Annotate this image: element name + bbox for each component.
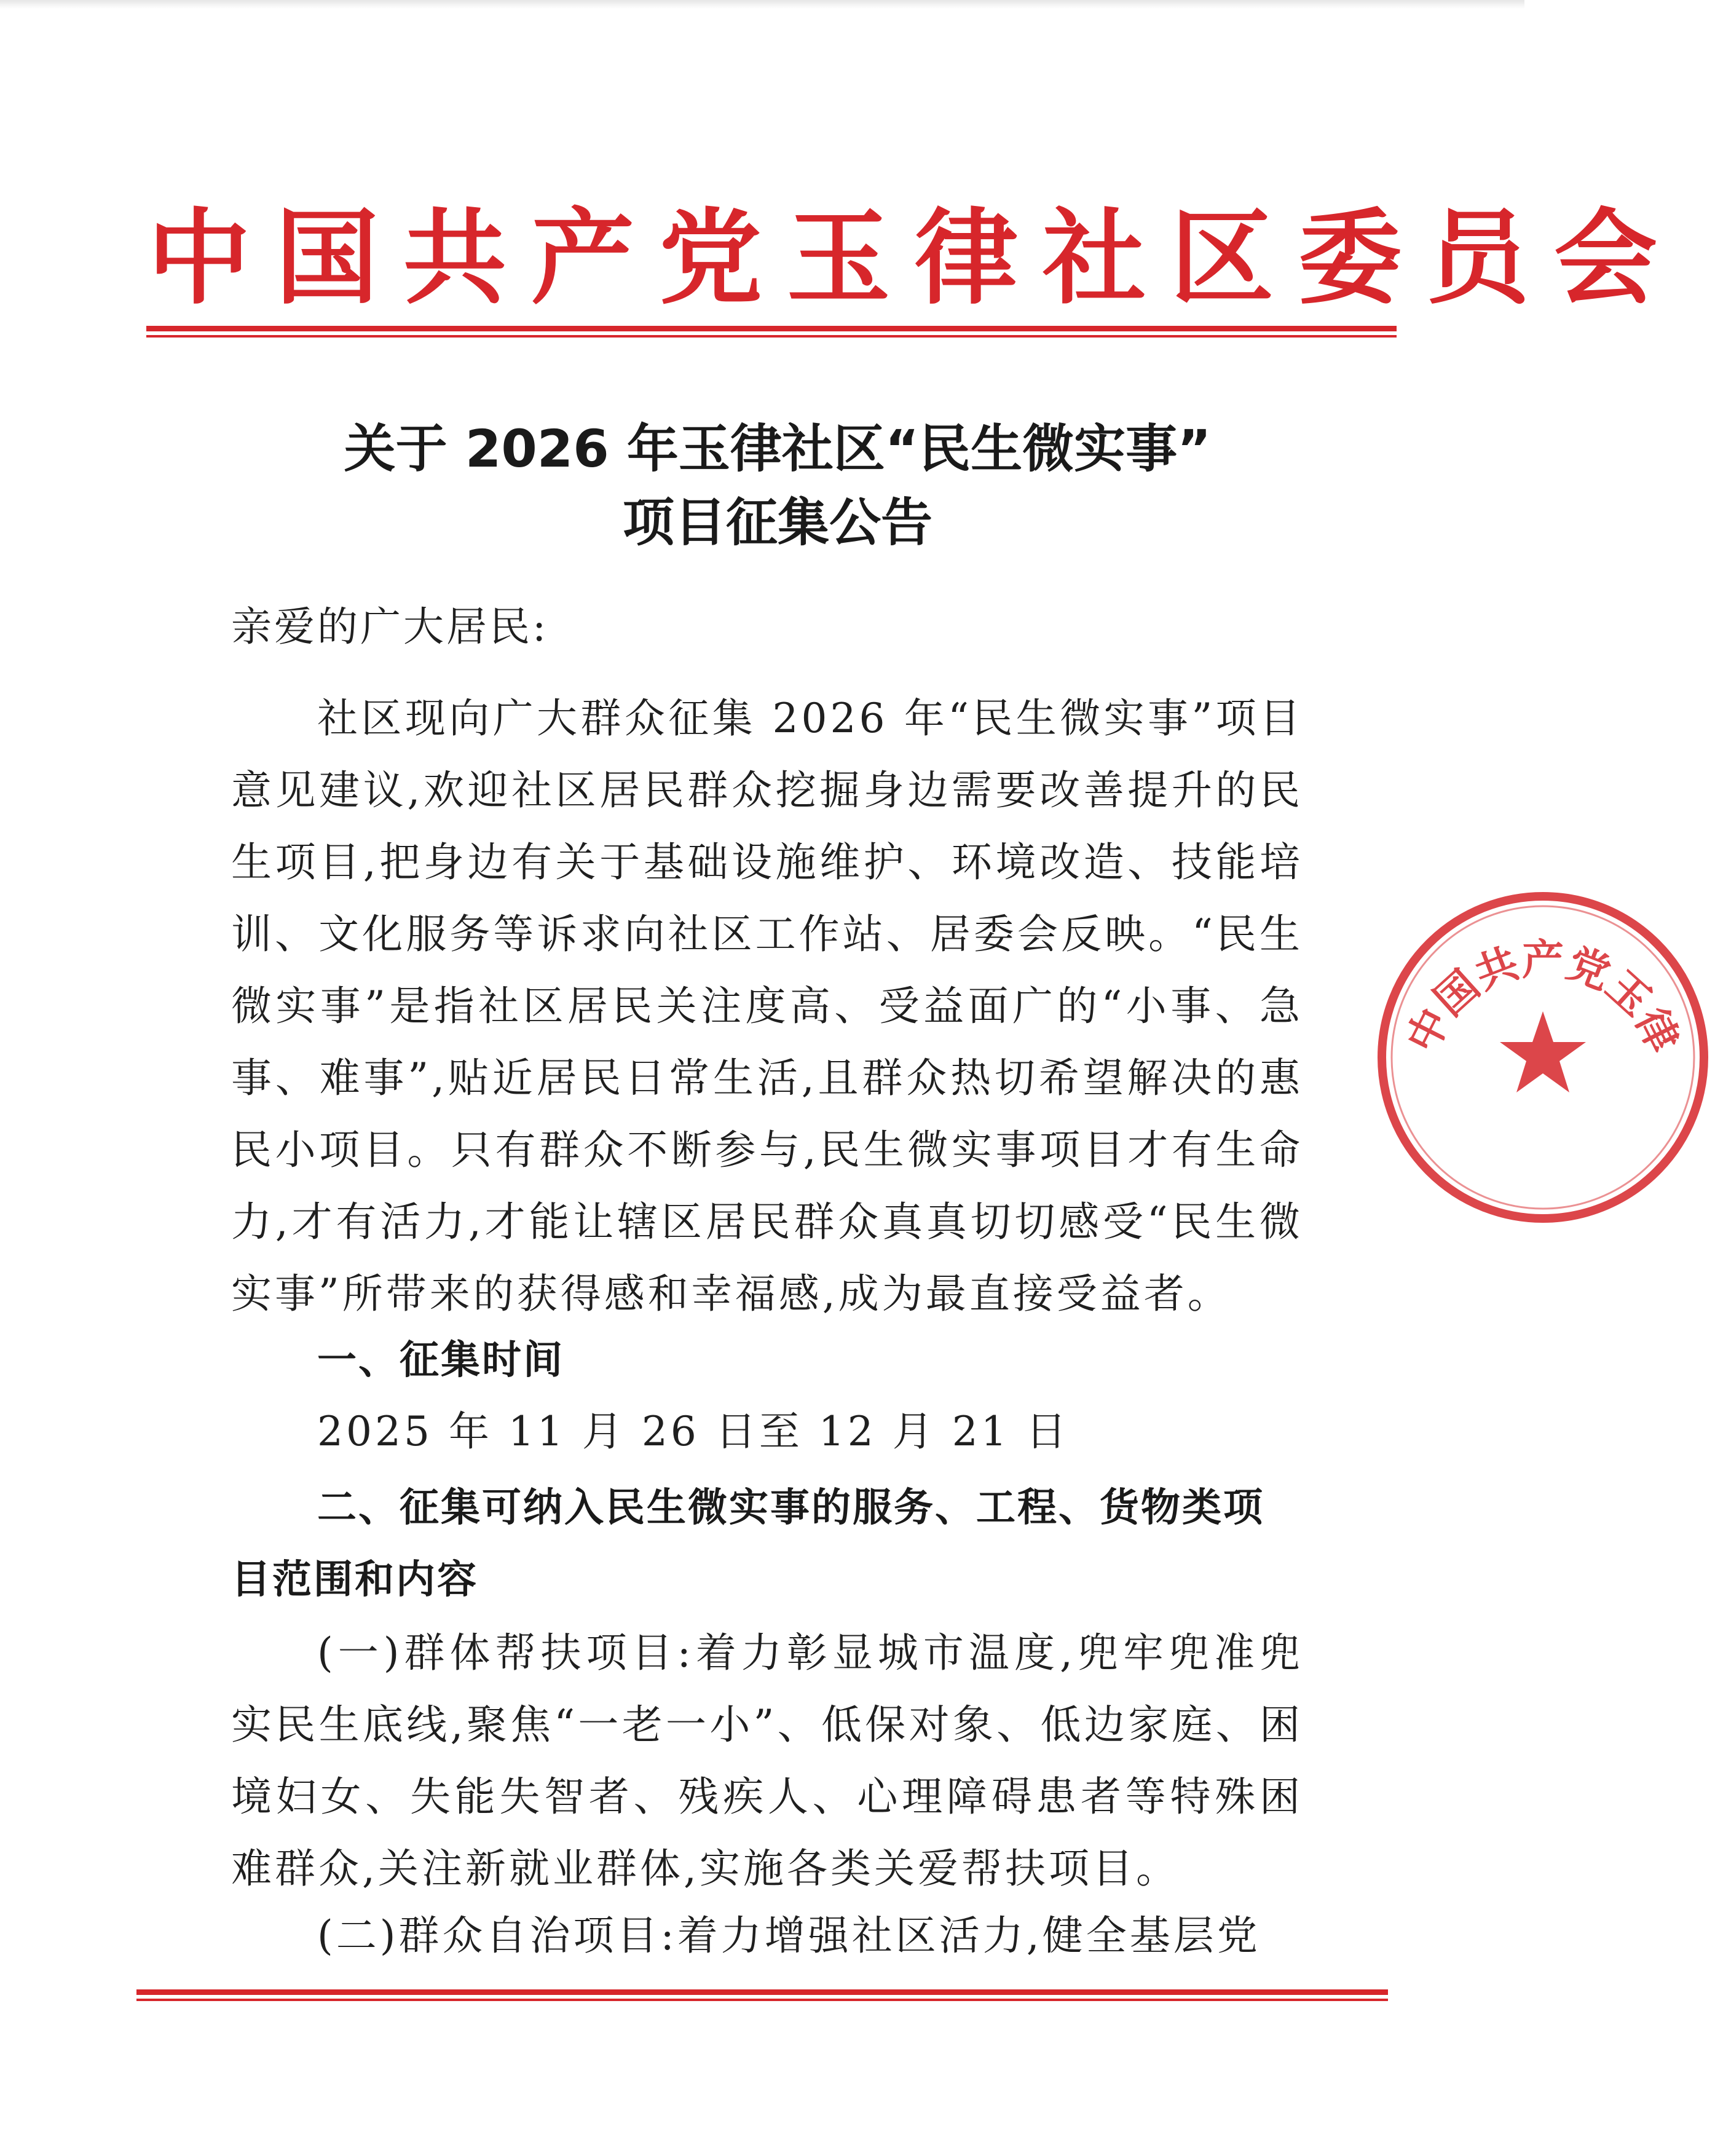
salutation: 亲爱的广大居民: xyxy=(231,603,549,650)
masthead-red-rule xyxy=(146,326,1397,341)
masthead-organization: 中国共产党玉律社区委员会 xyxy=(148,198,1682,318)
scope-item-1: (一)群体帮扶项目:着力彰显城市温度,兜牢兜准兜实民生底线,聚焦“一老一小”、低保对象、低边家庭、困境妇女、失能失智者、残疾人、心理障碍患者等特殊困难群众,关注新就业群体,实施各类关爱帮扶项目。 xyxy=(231,1629,1303,1892)
collection-period: 2025 年 11 月 26 日至 12 月 21 日 xyxy=(317,1408,1070,1455)
footer-red-rule xyxy=(136,1989,1388,2004)
scope-item-2: (二)群众自治项目:着力增强社区活力,健全基层党 xyxy=(317,1912,1261,1959)
scan-edge xyxy=(0,0,1524,9)
seal-star-icon xyxy=(1500,1011,1586,1092)
title-line-2: 项目征集公告 xyxy=(622,492,932,553)
official-seal-stamp xyxy=(1371,885,1715,1230)
section-1-heading: 一、征集时间 xyxy=(317,1338,564,1383)
seal-text: 中国共产党玉律 xyxy=(1398,936,1688,1060)
title-line-1: 关于 2026 年玉律社区“民生微实事” xyxy=(344,419,1212,479)
svg-text:中国共产党玉律 xyxy=(1398,936,1688,1060)
document-title xyxy=(148,412,1408,559)
section-2-heading: 二、征集可纳入民生微实事的服务、工程、货物类项目范围和内容 xyxy=(231,1485,1264,1603)
intro-paragraph: 社区现向广大群众征集 2026 年“民生微实事”项目意见建议,欢迎社区居民群众挖掘身边需要改善提升的民生项目,把身边有关于基础设施维护、环境改造、技能培训、文化服务等诉求向社区工作站、居委会反映。“民生微实事”是指社区居民关注度高、受益面广的“小事、急事、难事”,贴近居民日常生活,且群众热切希望解决的惠民小项目。只有群众不断参与,民生微实事项目才有生命力,才有活力,才能让辖区居民群众真真切切感受“民生微实事”所带来的获得感和幸福感,成为最直接受益者。 xyxy=(231,695,1303,1317)
